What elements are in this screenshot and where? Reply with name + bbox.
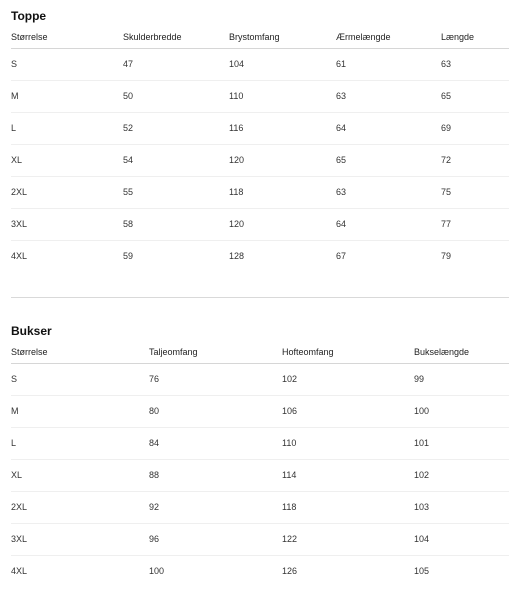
pants-size-section	[11, 323, 509, 587]
table-row	[11, 556, 509, 588]
table-cell: 120	[229, 145, 336, 177]
table-cell: 4XL	[11, 566, 28, 576]
tops-header-row	[11, 30, 509, 49]
table-row	[11, 49, 509, 81]
table-row	[11, 428, 509, 460]
tops-header-length: Længde	[441, 30, 509, 49]
table-cell: 65	[441, 81, 509, 113]
pants-header-length: Bukselængde	[414, 345, 509, 364]
tops-header-shoulder: Skulderbredde	[123, 30, 229, 49]
table-row	[11, 364, 509, 396]
table-row	[11, 241, 509, 273]
table-row	[11, 177, 509, 209]
table-cell: 110	[282, 428, 414, 460]
table-row	[11, 145, 509, 177]
tops-header-chest: Brystomfang	[229, 30, 336, 49]
table-cell: 54	[123, 145, 229, 177]
table-cell: M	[11, 81, 123, 113]
table-cell: 118	[282, 492, 414, 524]
table-cell: 106	[282, 396, 414, 428]
tops-header-sleeve: Ærmelængde	[336, 30, 441, 49]
table-cell: M	[11, 396, 149, 428]
table-cell: 126	[282, 566, 298, 576]
tops-size-table	[11, 30, 509, 272]
table-cell: 100	[149, 566, 165, 576]
table-cell: XL	[11, 460, 149, 492]
table-cell: XL	[11, 145, 123, 177]
table-cell: 75	[441, 177, 509, 209]
table-cell: 79	[441, 251, 452, 261]
table-cell: 72	[441, 145, 509, 177]
table-cell: L	[11, 113, 123, 145]
table-cell: S	[11, 49, 123, 81]
table-cell: 3XL	[11, 524, 149, 556]
pants-header-row	[11, 345, 509, 364]
table-row	[11, 396, 509, 428]
table-cell: 96	[149, 524, 282, 556]
table-cell: 67	[336, 251, 347, 261]
table-cell: 64	[336, 209, 441, 241]
table-cell: 50	[123, 81, 229, 113]
table-cell: 63	[336, 177, 441, 209]
table-cell: 69	[441, 113, 509, 145]
table-cell: 118	[229, 177, 336, 209]
table-cell: 122	[282, 524, 414, 556]
table-row	[11, 524, 509, 556]
tops-title: Toppe	[11, 9, 47, 23]
pants-size-table	[11, 345, 509, 587]
table-cell: 76	[149, 364, 282, 396]
table-cell: 2XL	[11, 177, 123, 209]
pants-header-size: Størrelse	[11, 345, 149, 364]
table-cell: 101	[414, 428, 509, 460]
table-cell: 102	[414, 460, 509, 492]
table-cell: 99	[414, 364, 509, 396]
pants-header-waist: Taljeomfang	[149, 345, 282, 364]
table-cell: 55	[123, 177, 229, 209]
table-row	[11, 209, 509, 241]
tops-size-section	[11, 8, 509, 272]
table-cell: 2XL	[11, 492, 149, 524]
table-cell: 59	[123, 251, 134, 261]
pants-title: Bukser	[11, 324, 52, 338]
table-row	[11, 492, 509, 524]
table-cell: 47	[123, 49, 229, 81]
table-cell: 120	[229, 209, 336, 241]
pants-header-hip: Hofteomfang	[282, 345, 414, 364]
table-row	[11, 113, 509, 145]
table-cell: 63	[441, 49, 509, 81]
table-cell: 77	[441, 209, 509, 241]
table-row	[11, 460, 509, 492]
table-cell: 105	[414, 566, 430, 576]
table-cell: 104	[414, 524, 509, 556]
table-cell: 116	[229, 113, 336, 145]
tops-header-size: Størrelse	[11, 30, 123, 49]
table-row	[11, 81, 509, 113]
table-cell: 103	[414, 492, 509, 524]
table-cell: 102	[282, 364, 414, 396]
section-divider	[11, 297, 509, 298]
table-cell: 58	[123, 209, 229, 241]
table-cell: 114	[282, 460, 414, 492]
table-cell: 61	[336, 49, 441, 81]
table-cell: 110	[229, 81, 336, 113]
table-cell: 92	[149, 492, 282, 524]
table-cell: 88	[149, 460, 282, 492]
table-cell: 63	[336, 81, 441, 113]
table-cell: 4XL	[11, 251, 28, 261]
table-cell: 128	[229, 251, 245, 261]
table-cell: 84	[149, 428, 282, 460]
table-cell: 80	[149, 396, 282, 428]
table-cell: S	[11, 364, 149, 396]
table-cell: 65	[336, 145, 441, 177]
table-cell: 100	[414, 396, 509, 428]
table-cell: 104	[229, 49, 336, 81]
table-cell: 52	[123, 113, 229, 145]
table-cell: 3XL	[11, 209, 123, 241]
table-cell: 64	[336, 113, 441, 145]
table-cell: L	[11, 428, 149, 460]
